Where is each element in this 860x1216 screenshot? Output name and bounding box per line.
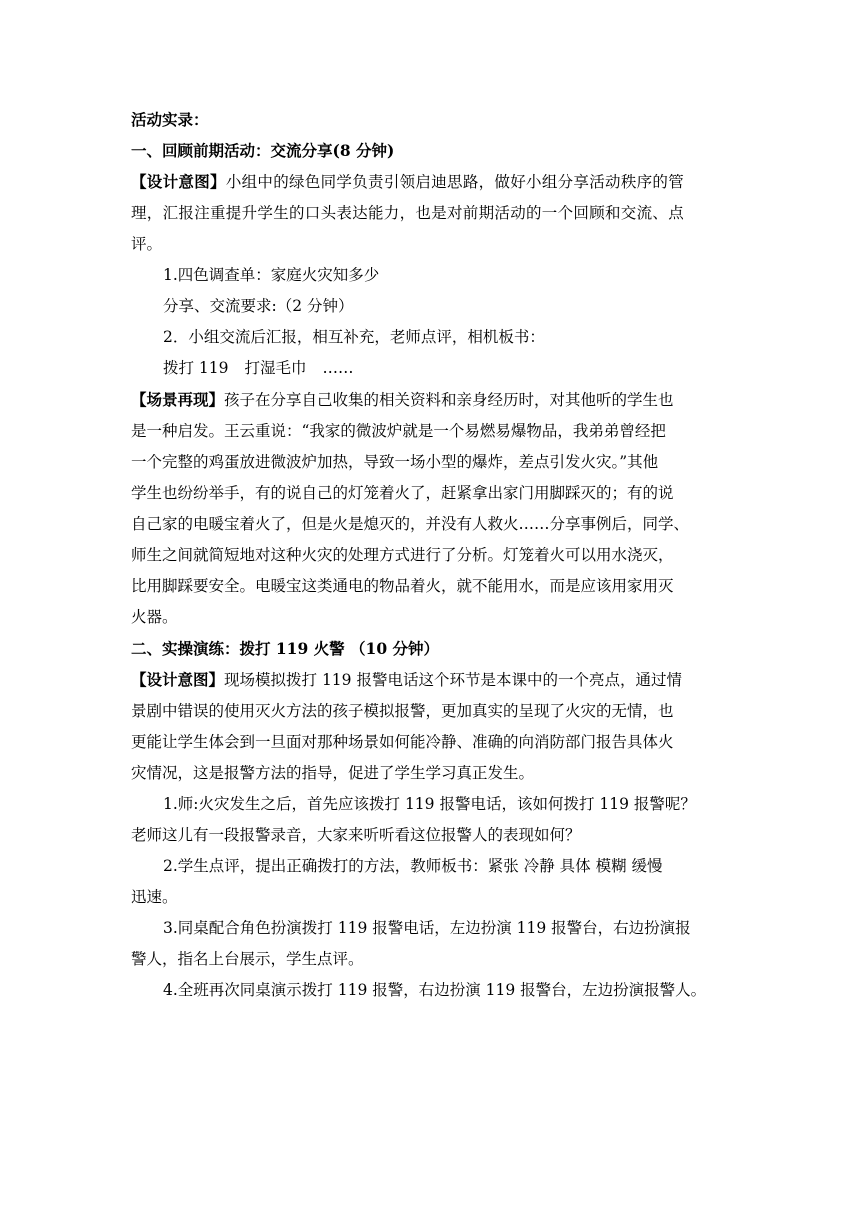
list-item: 2.学生点评，提出正确拨打的方法，教师板书：紧张 冷静 具体 模糊 缓慢: [163, 857, 663, 875]
paragraph-line: 一个完整的鸡蛋放进微波炉加热，导致一场小型的爆炸，差点引发火灾。”其他: [131, 453, 659, 471]
paragraph-text: 现场模拟拨打 119 报警电话这个环节是本课中的一个亮点，通过情: [224, 671, 682, 689]
board-item: 打湿毛巾: [244, 359, 307, 377]
scene-label: 【场景再现】: [131, 390, 225, 409]
list-item: 3.同桌配合角色扮演拨打 119 报警电话，左边扮演 119 报警台，右边扮演报: [163, 919, 691, 937]
paragraph-line: 师生之间就简短地对这种火灾的处理方式进行了分析。灯笼着火可以用水浇灭，: [131, 546, 674, 564]
paragraph-line: 理，汇报注重提升学生的口头表达能力，也是对前期活动的一个回顾和交流、点: [131, 204, 685, 222]
paragraph-line: 警人，指名上台展示，学生点评。: [131, 950, 364, 968]
board-item: ……: [322, 359, 354, 377]
activity-record-heading: 活动实录：: [131, 110, 209, 129]
paragraph-line: 火器。: [131, 608, 178, 626]
paragraph-line: 评。: [131, 235, 163, 253]
design-intent-label: 【设计意图】: [131, 670, 225, 689]
paragraph-line: 是一种启发。王云重说：“我家的微波炉就是一个易燃易爆物品，我弟弟曾经把: [131, 422, 666, 440]
list-item: 分享、交流要求:（2 分钟）: [163, 297, 354, 315]
paragraph-line: 更能让学生体会到一旦面对那种场景如何能冷静、准确的向消防部门报告具体火: [131, 733, 674, 751]
paragraph-line: 迅速。: [131, 888, 178, 906]
section-1-scene: [131, 384, 731, 416]
paragraph-line: 比用脚踩要安全。电暖宝这类通电的物品着火，就不能用水，而是应该用家用灭: [131, 577, 674, 595]
paragraph-line: 自己家的电暖宝着火了，但是火是熄灭的，并没有人救火……分享事例后，同学、: [131, 515, 690, 533]
list-item: 1.四色调查单：家庭火灾知多少: [163, 266, 380, 284]
paragraph-text: 小组中的绿色同学负责引领启迪思路，做好小组分享活动秩序的管: [225, 173, 685, 191]
document-page: [131, 104, 731, 1006]
list-item: 2．小组交流后汇报，相互补充，老师点评，相机板书：: [163, 328, 545, 346]
paragraph-line: 灾情况，这是报警方法的指导，促进了学生学习真正发生。: [131, 764, 535, 782]
section-1-design-intent: [131, 166, 731, 198]
board-writing: [131, 353, 731, 384]
list-item: 4.全班再次同桌演示拨打 119 报警，右边扮演 119 报警台，左边扮演报警人。: [163, 981, 707, 999]
list-item: 1.师:火灾发生之后，首先应该拨打 119 报警电话，该如何拨打 119 报警呢？: [163, 795, 696, 813]
paragraph-text: 孩子在分享自己收集的相关资料和亲身经历时，对其他听的学生也: [224, 391, 674, 409]
board-item: 拨打 119: [163, 359, 229, 377]
section-2-design-intent: [131, 664, 731, 696]
paragraph-line: 景剧中错误的使用灭火方法的孩子模拟报警，更加真实的呈现了火灾的无情，也: [131, 702, 674, 720]
design-intent-label: 【设计意图】: [131, 172, 226, 191]
paragraph-line: 学生也纷纷举手，有的说自己的灯笼着火了，赶紧拿出家门用脚踩灭的；有的说: [131, 484, 674, 502]
section-2-title: 二、实操演练：拨打 119 火警 （10 分钟）: [131, 639, 440, 658]
paragraph-line: 老师这儿有一段报警录音，大家来听听看这位报警人的表现如何？: [131, 826, 581, 844]
section-1-title: 一、回顾前期活动：交流分享(8 分钟): [131, 141, 395, 160]
